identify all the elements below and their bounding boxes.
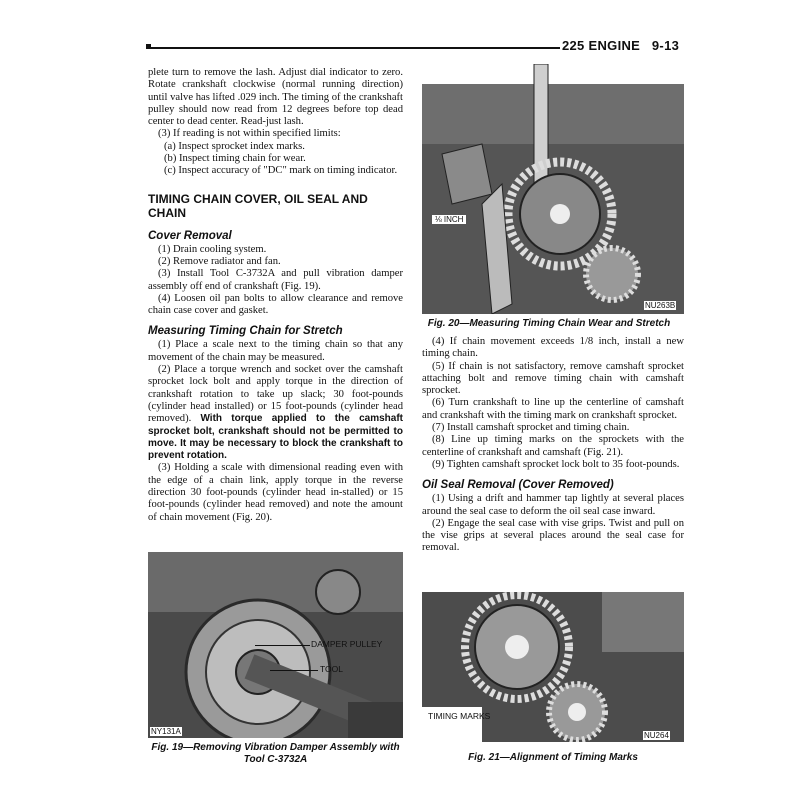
- figure-number: NU264: [644, 731, 669, 740]
- paragraph: (1) Using a drift and hammer tap lightly at several places around the seal case to deform the oil seal case inward.: [422, 493, 684, 517]
- figure-21-caption: Fig. 21—Alignment of Timing Marks: [468, 752, 638, 763]
- paragraph: (8) Line up timing marks on the sprockets with the centerline of crankshaft and camshaft (Fig. 21).: [422, 434, 684, 458]
- paragraph: (4) If chain movement exceeds 1/8 inch, install a new timing chain.: [422, 336, 684, 360]
- paragraph: (9) Tighten camshaft sprocket lock bolt to 35 foot-pounds.: [432, 458, 680, 470]
- paragraph: (7) Install camshaft sprocket and timing chain.: [432, 422, 630, 434]
- paragraph: (6) Turn crankshaft to line up the centerline of camshaft and crankshaft with the timing mark on crankshaft sprocket.: [422, 397, 684, 421]
- callout-line: [255, 645, 310, 646]
- figure-number: NY131A: [151, 727, 181, 736]
- list-item: (c) Inspect accuracy of "DC" mark on timing indicator.: [164, 165, 398, 177]
- page-header: [562, 38, 679, 53]
- figure-20-caption: Fig. 20—Measuring Timing Chain Wear and Stretch: [427, 318, 671, 329]
- section-heading: TIMING CHAIN COVER, OIL SEAL AND CHAIN: [148, 191, 368, 220]
- paragraph: (3) If reading is not within specified limits:: [158, 128, 341, 140]
- label-tool: TOOL: [320, 664, 343, 674]
- figure-19-caption: Fig. 19—Removing Vibration Damper Assembly with Tool C-3732A: [151, 742, 400, 765]
- list-item: (a) Inspect sprocket index marks.: [164, 140, 305, 152]
- subsection-heading: Measuring Timing Chain for Stretch: [148, 325, 343, 338]
- paragraph: (2) Engage the seal case with vise grips. Twist and pull on the vise grips at several places around the seal case for removal.: [422, 517, 684, 554]
- page-number: 9-13: [651, 38, 680, 53]
- label-eighth-inch: ⅛ INCH: [432, 215, 466, 224]
- paragraph: (5) If chain is not satisfactory, remove camshaft sprocket attaching bolt and remove timing chain with camshaft sprocket.: [422, 360, 684, 397]
- paragraph: (1) Drain cooling system.: [158, 243, 267, 255]
- paragraph: plete turn to remove the lash. Adjust dial indicator to zero. Rotate crankshaft clockwise (normal running direction) until valve has lifted .029 inch. The timing of the crankshaft pulley should now read from 12 degrees before top dead center to dead center. Read-just lash.: [148, 67, 403, 128]
- paragraph: (3) Holding a scale with dimensional reading even with the edge of a chain link, apply torque in the reverse direction 30 foot-pounds (cylinder head in-stalled) or 15 foot-pounds (cylinder head removed) and note the amount of chain movement (Fig. 20).: [148, 462, 403, 523]
- right-column: [422, 336, 684, 555]
- left-column: [148, 67, 403, 524]
- header-title: 225 ENGINE: [562, 38, 641, 53]
- header-rule: [148, 47, 560, 49]
- callout-line: [270, 670, 318, 671]
- subsection-heading: Oil Seal Removal (Cover Removed): [422, 479, 614, 492]
- paragraph: (1) Place a scale next to the timing chain so that any movement of the chain may be measured.: [148, 339, 403, 363]
- figure-number: NU263B: [645, 301, 676, 310]
- paragraph: [148, 364, 403, 462]
- paragraph-text: (2) Place a torque wrench and socket over the camshaft sprocket lock bolt and apply torque in the direction of crankshaft rotation to take up slack; 30 foot-pounds (cylinder head installed) or 15 foot-pounds (cylinder head removed).: [148, 364, 403, 425]
- paragraph: (2) Remove radiator and fan.: [158, 255, 281, 267]
- label-timing-marks: TIMING MARKS: [428, 711, 491, 721]
- paragraph: (4) Loosen oil pan bolts to allow clearance and remove chain case cover and gasket.: [148, 292, 403, 317]
- paragraph: (3) Install Tool C-3732A and pull vibration damper assembly off end of crankshaft (Fig. 19).: [148, 268, 403, 292]
- bold-warning: With torque applied to the camshaft sprocket bolt, crankshaft should not be permitted to move. It may be necessary to block the crankshaft to prevent rotation.: [148, 413, 403, 462]
- subsection-heading: Cover Removal: [148, 229, 232, 242]
- timing-chain-photo-illustration: [422, 64, 684, 314]
- figure-20-photo: [422, 64, 684, 314]
- label-damper-pulley: DAMPER PULLEY: [311, 639, 383, 649]
- list-item: (b) Inspect timing chain for wear.: [164, 153, 306, 165]
